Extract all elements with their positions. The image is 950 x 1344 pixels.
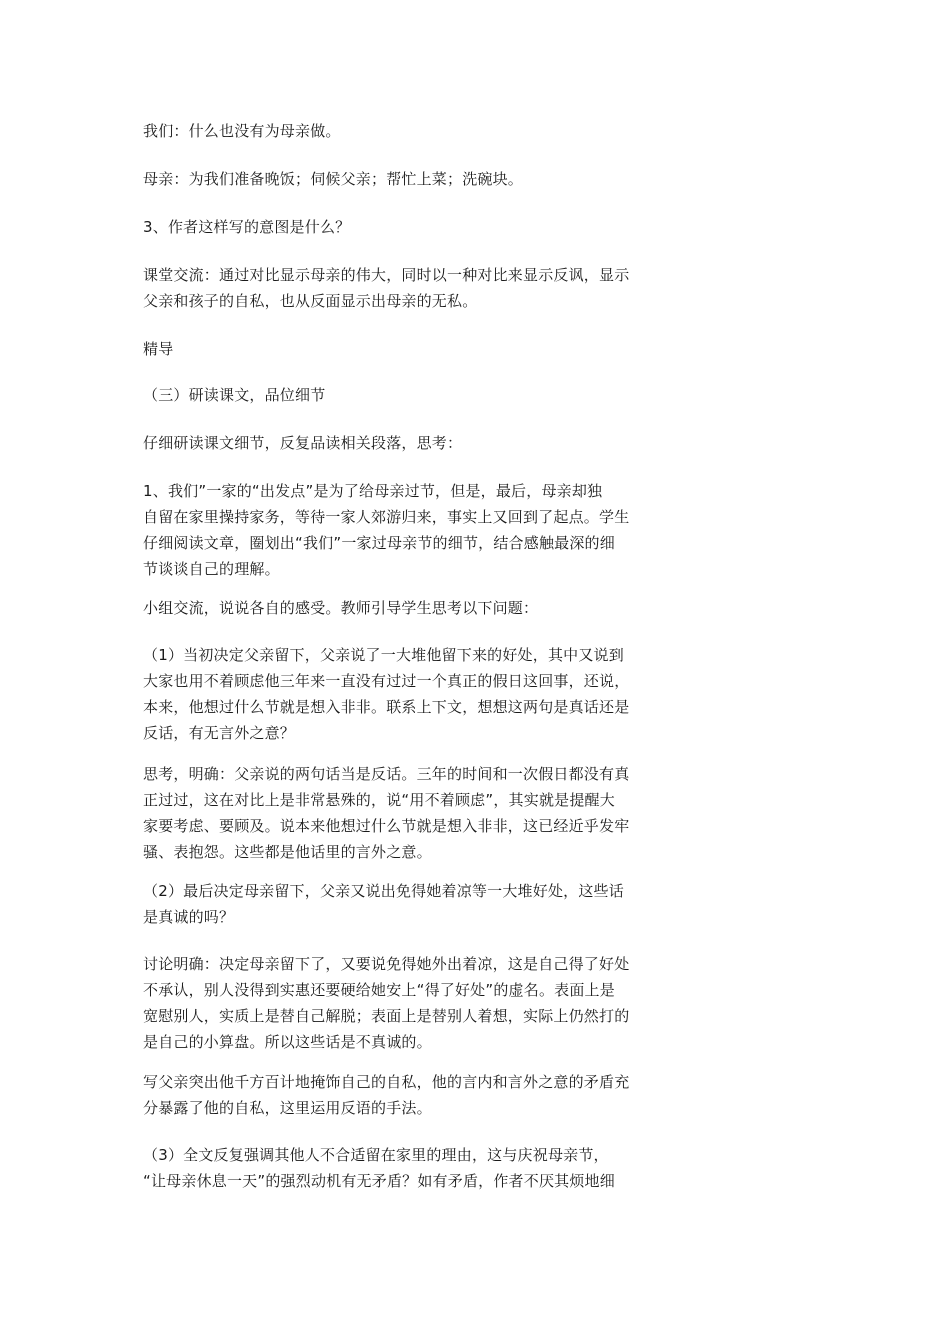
paragraph bbox=[143, 595, 538, 621]
text-line: 父亲和孩子的自私，也从反面显示出母亲的无私。 bbox=[143, 292, 478, 310]
text-line: 课堂交流：通过对比显示母亲的伟大，同时以一种对比来显示反讽，显示 bbox=[143, 266, 630, 284]
text-line: （3）全文反复强调其他人不合适留在家里的理由，这与庆祝母亲节， bbox=[143, 1146, 609, 1164]
text-line: 精导 bbox=[143, 340, 174, 358]
text-line: 节谈谈自己的理解。 bbox=[143, 560, 280, 578]
text-line: 写父亲突出他千方百计地掩饰自己的自私，他的言内和言外之意的矛盾充 bbox=[143, 1073, 630, 1091]
text-line: （2）最后决定母亲留下，父亲又说出免得她着凉等一大堆好处，这些话 bbox=[143, 882, 624, 900]
text-line: 思考，明确：父亲说的两句话当是反话。三年的时间和一次假日都没有真 bbox=[143, 765, 630, 783]
text-line: 不承认，别人没得到实惠还要硬给她安上“得了好处”的虚名。表面上是 bbox=[143, 981, 615, 999]
text-line: （1）当初决定父亲留下，父亲说了一大堆他留下来的好处，其中又说到 bbox=[143, 646, 624, 664]
paragraph bbox=[143, 336, 173, 362]
paragraph bbox=[143, 478, 629, 582]
text-line: 反话，有无言外之意？ bbox=[143, 724, 296, 742]
text-line: 自留在家里操持家务，等待一家人郊游归来，事实上又回到了起点。学生 bbox=[143, 508, 630, 526]
text-line: 小组交流，说说各自的感受。教师引导学生思考以下问题： bbox=[143, 599, 539, 617]
paragraph bbox=[143, 166, 523, 192]
text-line: 母亲：为我们准备晚饭；伺候父亲；帮忙上菜；洗碗块。 bbox=[143, 170, 524, 188]
paragraph bbox=[143, 951, 629, 1055]
paragraph bbox=[143, 642, 629, 746]
paragraph bbox=[143, 1069, 629, 1121]
text-line: 正过过，这在对比上是非常悬殊的，说“用不着顾虑”，其实就是提醒大 bbox=[143, 791, 615, 809]
text-line: 3、作者这样写的意图是什么？ bbox=[143, 218, 351, 236]
paragraph bbox=[143, 262, 629, 314]
text-line: 分暴露了他的自私，这里运用反语的手法。 bbox=[143, 1099, 432, 1117]
text-line: 家要考虑、要顾及。说本来他想过什么节就是想入非非，这已经近乎发牢 bbox=[143, 817, 630, 835]
paragraph bbox=[143, 118, 341, 144]
text-line: 本来，他想过什么节就是想入非非。联系上下文，想想这两句是真话还是 bbox=[143, 698, 630, 716]
text-line: 仔细阅读文章，圈划出“我们”一家过母亲节的细节，结合感触最深的细 bbox=[143, 534, 615, 552]
text-line: 是自己的小算盘。所以这些话是不真诚的。 bbox=[143, 1033, 432, 1051]
paragraph bbox=[143, 382, 325, 408]
text-line: （三）研读课文，品位细节 bbox=[143, 386, 326, 404]
text-line: “让母亲休息一天”的强烈动机有无矛盾？如有矛盾，作者不厌其烦地细 bbox=[143, 1172, 615, 1190]
text-line: 宽慰别人，实质上是替自己解脱；表面上是替别人着想，实际上仍然打的 bbox=[143, 1007, 630, 1025]
paragraph bbox=[143, 1142, 615, 1194]
text-line: 讨论明确：决定母亲留下了，又要说免得她外出着凉，这是自己得了好处 bbox=[143, 955, 630, 973]
text-line: 是真诚的吗？ bbox=[143, 908, 235, 926]
text-line: 大家也用不着顾虑他三年来一直没有过过一个真正的假日这回事，还说， bbox=[143, 672, 630, 690]
paragraph bbox=[143, 878, 624, 930]
text-line: 我们：什么也没有为母亲做。 bbox=[143, 122, 341, 140]
paragraph bbox=[143, 430, 462, 456]
text-line: 仔细研读课文细节，反复品读相关段落，思考： bbox=[143, 434, 463, 452]
text-line: 1、我们”一家的“出发点”是为了给母亲过节，但是，最后，母亲却独 bbox=[143, 482, 603, 500]
paragraph bbox=[143, 761, 629, 865]
paragraph bbox=[143, 214, 350, 240]
text-line: 骚、表抱怨。这些都是他话里的言外之意。 bbox=[143, 843, 432, 861]
